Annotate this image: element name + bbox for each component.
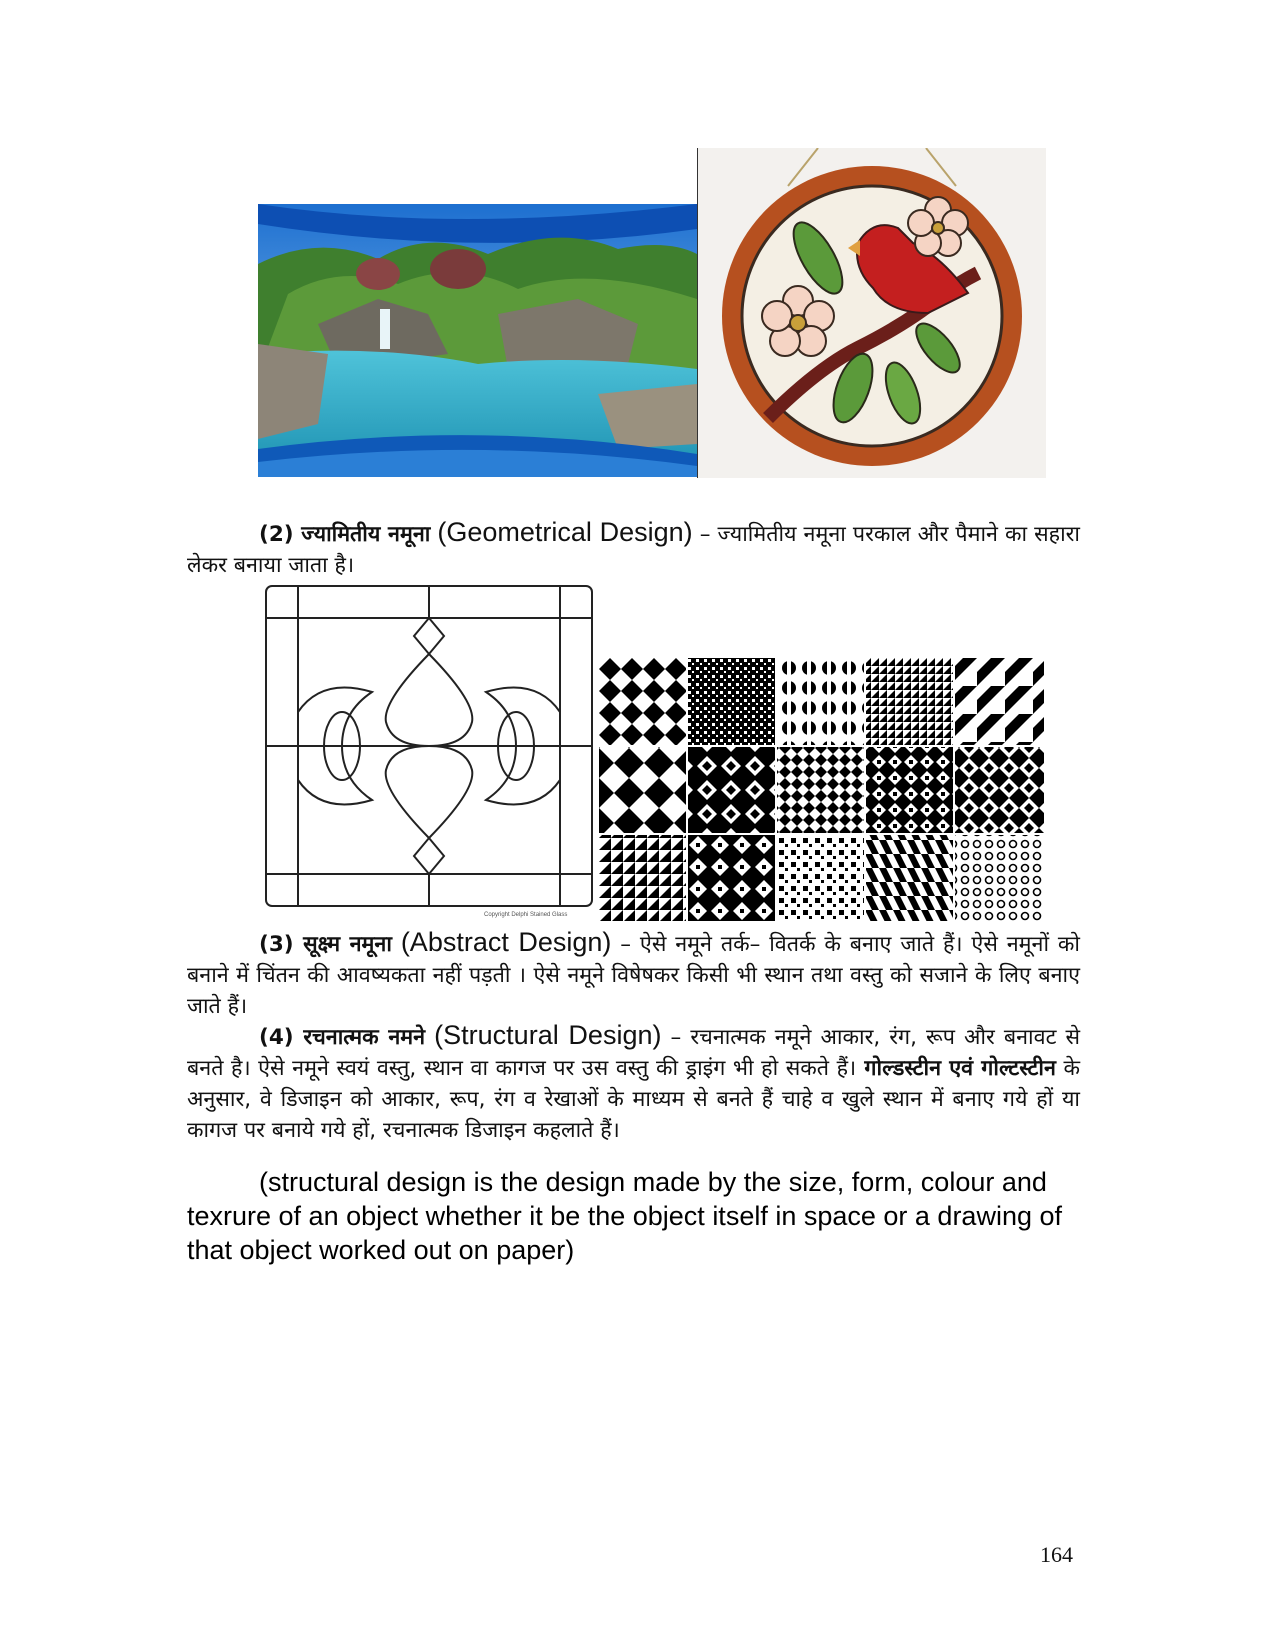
section-abstract-design <box>187 927 1080 1022</box>
stained-glass-figure <box>697 148 1046 478</box>
english-quote-text: (structural design is the design made by the size, form, colour and texrure of an object whether it be the object itself in space or a drawing of that object worked out on paper) <box>187 1167 1062 1265</box>
section-text: – ऐसे नमूने तर्क– वितर्क के बनाए जाते हैं। ऐसे नमूनों को बनाने में चिंतन की आवष्यकता नहीं पड़ती । ऐसे नमूने विषेषकर किसी भी स्थान तथा वस्तु को सजाने के लिए बनाए जाते हैं। <box>187 932 1080 1019</box>
section-english-title: (Structural Design) <box>434 1020 662 1050</box>
figure-credit: Copyright Delphi Stained Glass <box>484 912 568 918</box>
page-number: 164 <box>1040 1542 1073 1567</box>
section-english-title: (Abstract Design) <box>400 927 612 957</box>
geometric-window-drawing-icon <box>262 582 596 924</box>
geometric-window-figure <box>262 582 596 924</box>
section-bold-names: गोल्डस्टीन एवं गोल्टस्टीन <box>856 1056 1056 1081</box>
section-lead: (4) रचनात्मक नमने <box>259 1025 426 1050</box>
section-text: – ज्यामितीय नमूना परकाल और पैमाने का सहारा लेकर बनाया जाता है। <box>187 522 1080 578</box>
section-lead: (2) ज्यामितीय नमूना <box>259 522 431 547</box>
stained-glass-bird-icon <box>698 148 1046 478</box>
section-english-title: (Geometrical Design) <box>437 517 693 547</box>
waterfall-landscape-icon <box>258 204 697 477</box>
section-text: – रचनात्मक नमूने आकार, रंग, रूप और बनावट से बनते है। ऐसे नमूने स्वयं वस्तु, स्थान वा कागज पर उस वस्तु की ड्राइंग भी हो सकते हैं। <box>187 1025 1080 1081</box>
geometric-pattern-tiles-icon <box>599 658 1044 921</box>
section-structural-design <box>187 1020 1080 1146</box>
landscape-figure <box>258 204 697 477</box>
section-lead: (3) सूक्ष्म नमूना <box>259 932 392 957</box>
section-text-continued: के अनुसार, वे डिजाइन को आकार, रूप, रंग व रेखाओं के माध्यम से बनते हैं चाहे व खुले स्थान में बनाए गये हों या कागज पर बनाये गये हों, रचनात्मक डिजाइन कहलाते हैं। <box>187 1056 1080 1143</box>
section-geometrical-design <box>187 517 1080 581</box>
english-quote <box>187 1165 1087 1267</box>
pattern-grid-figure <box>599 658 1044 921</box>
